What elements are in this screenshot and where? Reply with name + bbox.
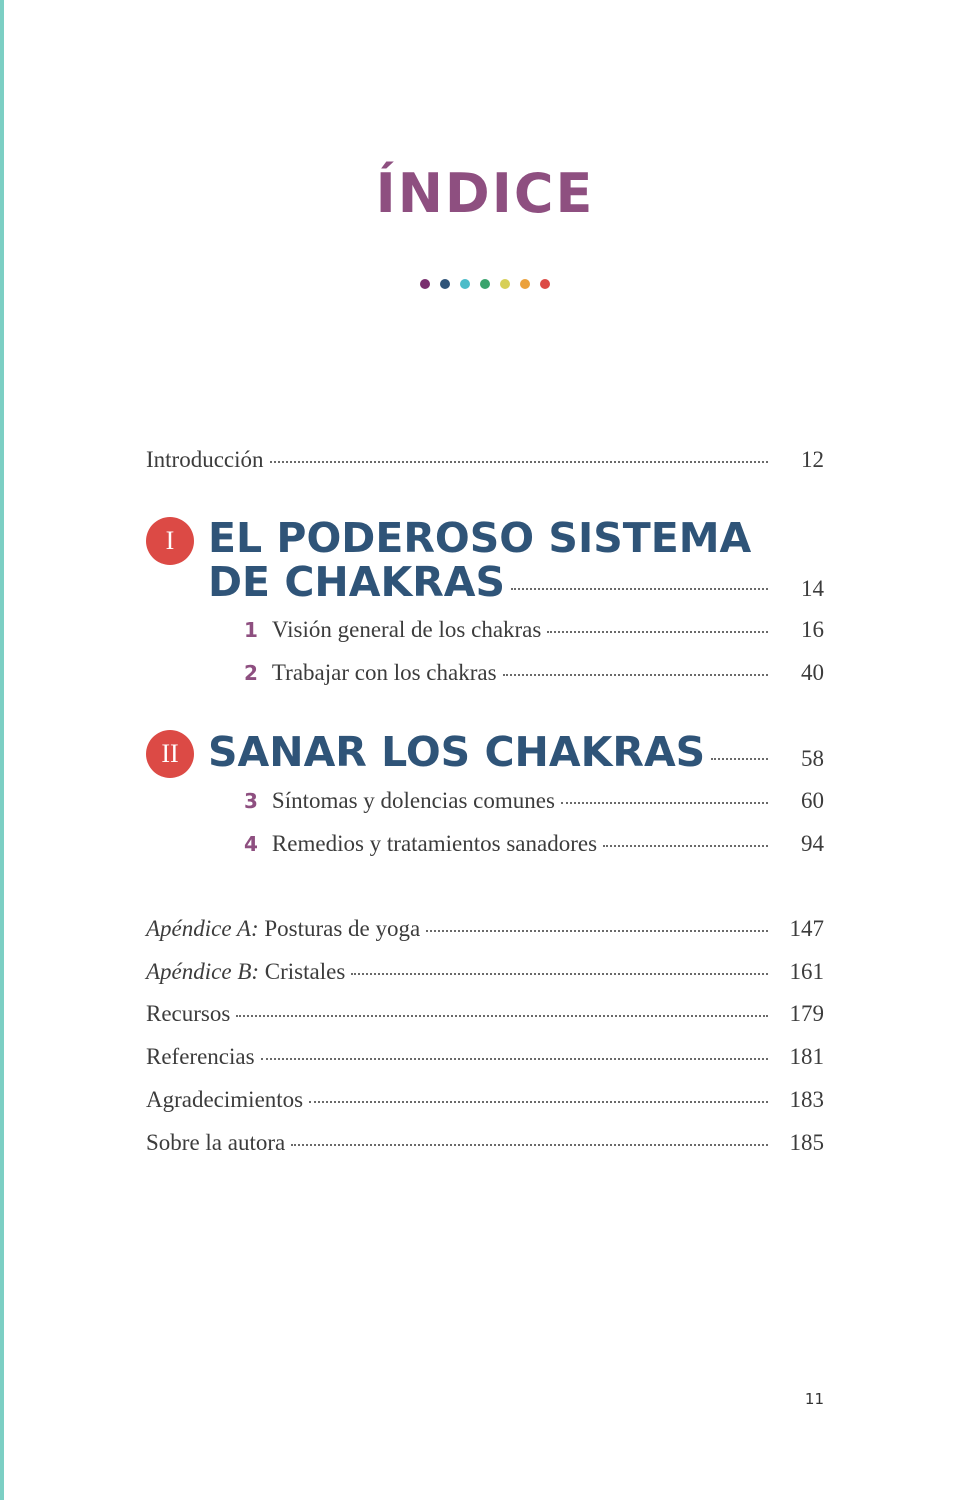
toc-page: 181 bbox=[789, 1044, 824, 1069]
toc-entry-sobre-la-autora[interactable] bbox=[146, 1130, 824, 1156]
part-title-2: SANAR LOS CHAKRAS bbox=[208, 728, 706, 776]
toc-label-text: Cristales bbox=[264, 959, 346, 984]
toc-page: 16 bbox=[801, 617, 824, 642]
dot-leader bbox=[426, 930, 768, 932]
chapter-number: 1 bbox=[244, 618, 258, 642]
dot-leader bbox=[261, 1058, 768, 1060]
toc-entry-chapter-4[interactable] bbox=[244, 831, 824, 857]
dot-leader bbox=[291, 1144, 768, 1146]
part-badge-2: II bbox=[146, 730, 194, 778]
dot-4 bbox=[480, 279, 490, 289]
toc-page: 183 bbox=[789, 1087, 824, 1112]
dot-leader bbox=[711, 758, 768, 760]
toc-label bbox=[146, 916, 420, 942]
toc-page: 161 bbox=[789, 959, 824, 984]
dot-5 bbox=[500, 279, 510, 289]
toc-entry-intro[interactable] bbox=[146, 447, 824, 473]
color-dots bbox=[0, 279, 970, 289]
dot-leader bbox=[503, 674, 768, 676]
page-title: ÍNDICE bbox=[375, 162, 595, 225]
page-number: 11 bbox=[804, 1390, 824, 1408]
toc-page: 58 bbox=[801, 746, 824, 771]
toc-label: Remedios y tratamientos sanadores bbox=[271, 831, 598, 856]
toc-page: 185 bbox=[789, 1130, 824, 1155]
toc-entry-chapter-2[interactable] bbox=[244, 660, 824, 686]
toc-entry-recursos[interactable] bbox=[146, 1001, 824, 1027]
toc-label: Agradecimientos bbox=[146, 1087, 304, 1112]
dot-leader bbox=[351, 973, 768, 975]
dot-leader bbox=[511, 588, 768, 590]
page-edge-stripe bbox=[0, 0, 4, 1500]
toc-page: 94 bbox=[801, 831, 824, 856]
toc-label-text: Posturas de yoga bbox=[264, 916, 421, 941]
toc-entry-part-1[interactable] bbox=[208, 558, 824, 606]
toc-label: Trabajar con los chakras bbox=[271, 660, 497, 685]
dot-leader bbox=[270, 461, 768, 463]
toc-label: Referencias bbox=[146, 1044, 255, 1069]
dot-1 bbox=[420, 279, 430, 289]
toc-label: Sobre la autora bbox=[146, 1130, 286, 1155]
toc-prefix: Apéndice A: bbox=[146, 916, 259, 941]
toc-prefix: Apéndice B: bbox=[146, 959, 260, 984]
toc-label: Introducción bbox=[146, 447, 264, 472]
dot-leader bbox=[236, 1015, 768, 1017]
toc-entry-chapter-3[interactable] bbox=[244, 788, 824, 814]
dot-leader bbox=[547, 631, 768, 633]
toc-entry-chapter-1[interactable] bbox=[244, 617, 824, 643]
toc-entry-agradecimientos[interactable] bbox=[146, 1087, 824, 1113]
part-title-1-line2: DE CHAKRAS bbox=[208, 558, 506, 606]
toc-entry-part-2[interactable] bbox=[208, 728, 824, 776]
toc-label bbox=[146, 959, 345, 985]
toc-entry-referencias[interactable] bbox=[146, 1044, 824, 1070]
dot-2 bbox=[440, 279, 450, 289]
part-badge-1: I bbox=[146, 517, 194, 565]
dot-7 bbox=[540, 279, 550, 289]
chapter-number: 3 bbox=[244, 789, 258, 813]
toc-page: 14 bbox=[801, 576, 824, 601]
chapter-number: 4 bbox=[244, 832, 258, 856]
toc-label: Síntomas y dolencias comunes bbox=[271, 788, 555, 813]
dot-leader bbox=[561, 802, 768, 804]
chapter-number: 2 bbox=[244, 661, 258, 685]
dot-leader bbox=[309, 1101, 768, 1103]
toc-page: 60 bbox=[801, 788, 824, 813]
toc-label: Visión general de los chakras bbox=[271, 617, 542, 642]
toc-entry-appendix-b[interactable] bbox=[146, 959, 824, 985]
dot-6 bbox=[520, 279, 530, 289]
toc-entry-appendix-a[interactable] bbox=[146, 916, 824, 942]
part-title-1-line1[interactable]: EL PODEROSO SISTEMA bbox=[208, 514, 752, 562]
toc-page: 40 bbox=[801, 660, 824, 685]
dot-3 bbox=[460, 279, 470, 289]
toc-label: Recursos bbox=[146, 1001, 231, 1026]
toc-page: 179 bbox=[789, 1001, 824, 1026]
dot-leader bbox=[603, 845, 768, 847]
toc-page: 147 bbox=[789, 916, 824, 941]
toc-page: 12 bbox=[801, 447, 824, 472]
